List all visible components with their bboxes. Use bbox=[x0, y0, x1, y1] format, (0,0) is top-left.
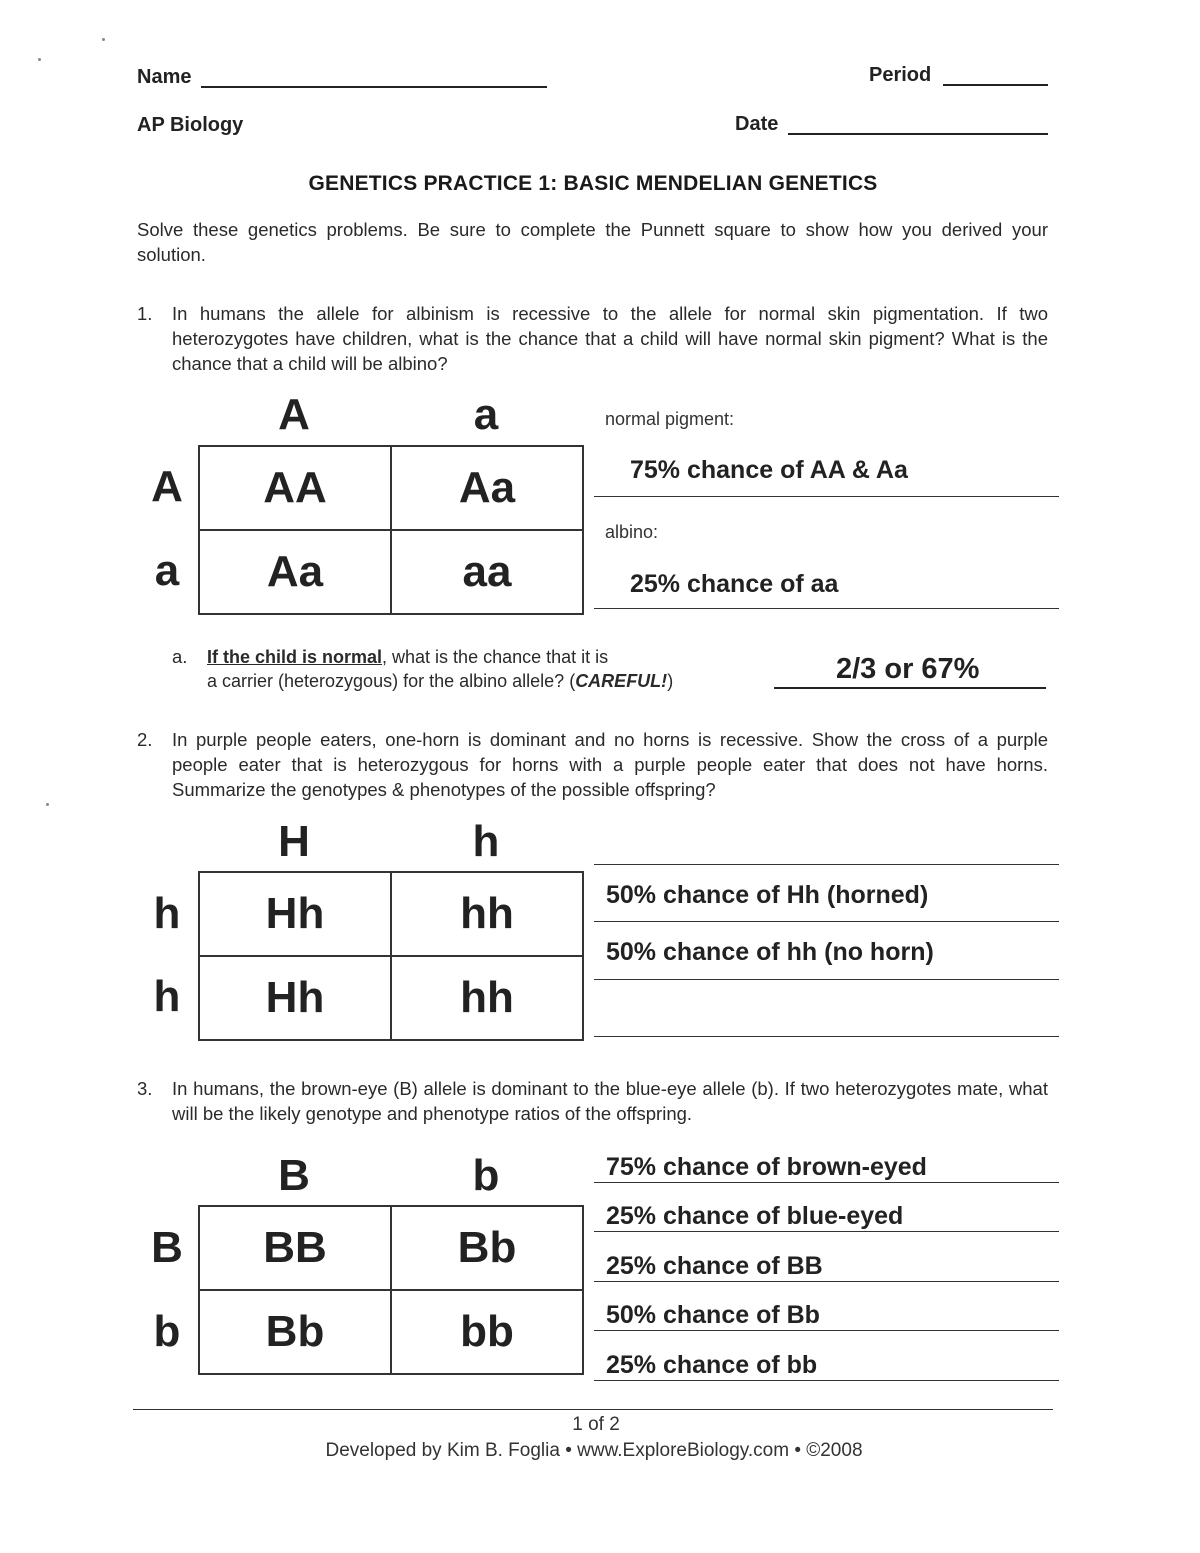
question-1-text: In humans the allele for albinism is recessive to the allele for normal skin pigmentation. If two heterozygotes have children, what is the chance that a child will have normal skin pigment? What is the chance that a child will be albino? bbox=[172, 303, 1048, 374]
subquestion-text-part: ) bbox=[667, 671, 674, 691]
course-label: AP Biology bbox=[137, 114, 244, 136]
answer-line bbox=[594, 1182, 1059, 1183]
answer-line bbox=[594, 1380, 1059, 1381]
carrier-answer[interactable]: 2/3 or 67% bbox=[836, 653, 980, 685]
offspring-answer[interactable]: 25% chance of BB bbox=[606, 1252, 823, 1280]
punnett-cell: bb bbox=[391, 1290, 583, 1374]
answer-line bbox=[594, 1231, 1059, 1232]
answer-line bbox=[594, 608, 1059, 609]
date-field[interactable] bbox=[788, 133, 1048, 135]
subquestion-text-part: a carrier (heterozygous) for the albino allele? ( bbox=[207, 671, 576, 691]
instructions: Solve these genetics problems. Be sure to complete the Punnett square to show how you derived your solution. bbox=[137, 219, 1048, 265]
normal-pigment-answer[interactable]: 75% chance of AA & Aa bbox=[630, 456, 908, 484]
worksheet-title: GENETICS PRACTICE 1: BASIC MENDELIAN GENETICS bbox=[308, 172, 878, 195]
normal-pigment-label: normal pigment: bbox=[605, 409, 735, 429]
question-number: 2. bbox=[137, 729, 153, 750]
punnett-cell: Aa bbox=[391, 446, 583, 530]
albino-answer[interactable]: 25% chance of aa bbox=[630, 570, 839, 598]
side-allele: A bbox=[151, 462, 183, 511]
top-allele: A bbox=[278, 390, 310, 439]
punnett-cell: Bb bbox=[199, 1290, 391, 1374]
carrier-answer-line bbox=[774, 687, 1046, 689]
footer-rule bbox=[133, 1409, 1053, 1410]
page-number: 1 of 2 bbox=[572, 1414, 620, 1435]
period-field[interactable] bbox=[943, 84, 1048, 86]
subquestion-letter: a. bbox=[172, 646, 188, 667]
top-allele: B bbox=[278, 1151, 310, 1200]
punnett-cell: hh bbox=[391, 956, 583, 1040]
offspring-answer[interactable]: 50% chance of Bb bbox=[606, 1301, 820, 1329]
answer-line bbox=[594, 1281, 1059, 1282]
answer-line bbox=[594, 979, 1059, 980]
question-3-text: In humans, the brown-eye (B) allele is dominant to the blue-eye allele (b). If two heterozygotes mate, what will be the likely genotype and phenotype ratios of the offspring. bbox=[172, 1078, 1048, 1124]
offspring-answer[interactable]: 25% chance of blue-eyed bbox=[606, 1202, 904, 1230]
side-allele: h bbox=[153, 972, 181, 1021]
punnett-cell: AA bbox=[199, 446, 391, 530]
question-number: 3. bbox=[137, 1078, 153, 1099]
albino-label: albino: bbox=[605, 522, 659, 542]
answer-line bbox=[594, 921, 1059, 922]
punnett-cell: Bb bbox=[391, 1206, 583, 1290]
punnett-square-2 bbox=[198, 871, 584, 1041]
offspring-answer[interactable]: 75% chance of brown-eyed bbox=[606, 1153, 927, 1181]
offspring-answer[interactable]: 25% chance of bb bbox=[606, 1351, 818, 1379]
punnett-cell: hh bbox=[391, 872, 583, 956]
punnett-square-1 bbox=[198, 445, 584, 615]
footer-credit: Developed by Kim B. Foglia • www.ExploreBiology.com • ©2008 bbox=[325, 1440, 863, 1461]
subquestion-text bbox=[207, 645, 673, 693]
top-allele: a bbox=[473, 390, 499, 439]
subquestion-text-part: , what is the chance that it is bbox=[382, 647, 609, 667]
answer-line bbox=[594, 1330, 1059, 1331]
name-field[interactable] bbox=[201, 86, 547, 88]
offspring-answer[interactable]: 50% chance of Hh (horned) bbox=[606, 881, 929, 909]
scan-speck bbox=[46, 803, 49, 806]
answer-line bbox=[594, 1036, 1059, 1037]
punnett-cell: BB bbox=[199, 1206, 391, 1290]
top-allele: b bbox=[472, 1151, 500, 1200]
careful-note: CAREFUL! bbox=[575, 671, 668, 691]
answer-line bbox=[594, 496, 1059, 497]
punnett-square-3 bbox=[198, 1205, 584, 1375]
punnett-cell: Hh bbox=[199, 872, 391, 956]
scan-speck bbox=[38, 58, 41, 61]
punnett-cell: aa bbox=[391, 530, 583, 614]
question-2-text: In purple people eaters, one-horn is dominant and no horns is recessive. Show the cross of a purple people eater that is heterozygous for horns with a purple people eater that does not have horns. Summarize the genotypes & phenotypes of the possible offspring? bbox=[172, 729, 1048, 800]
date-label: Date bbox=[735, 113, 779, 135]
side-allele: a bbox=[154, 546, 180, 595]
answer-line bbox=[594, 864, 1059, 865]
subquestion-emphasis: If the child is normal bbox=[207, 647, 383, 667]
top-allele: H bbox=[278, 817, 310, 866]
period-label: Period bbox=[869, 64, 932, 86]
offspring-answer[interactable]: 50% chance of hh (no horn) bbox=[606, 938, 934, 966]
side-allele: h bbox=[153, 889, 181, 938]
top-allele: h bbox=[472, 817, 500, 866]
name-label: Name bbox=[137, 66, 192, 88]
scan-speck bbox=[102, 38, 105, 41]
question-number: 1. bbox=[137, 303, 153, 324]
punnett-cell: Hh bbox=[199, 956, 391, 1040]
side-allele: B bbox=[151, 1223, 183, 1272]
punnett-cell: Aa bbox=[199, 530, 391, 614]
side-allele: b bbox=[153, 1307, 181, 1356]
